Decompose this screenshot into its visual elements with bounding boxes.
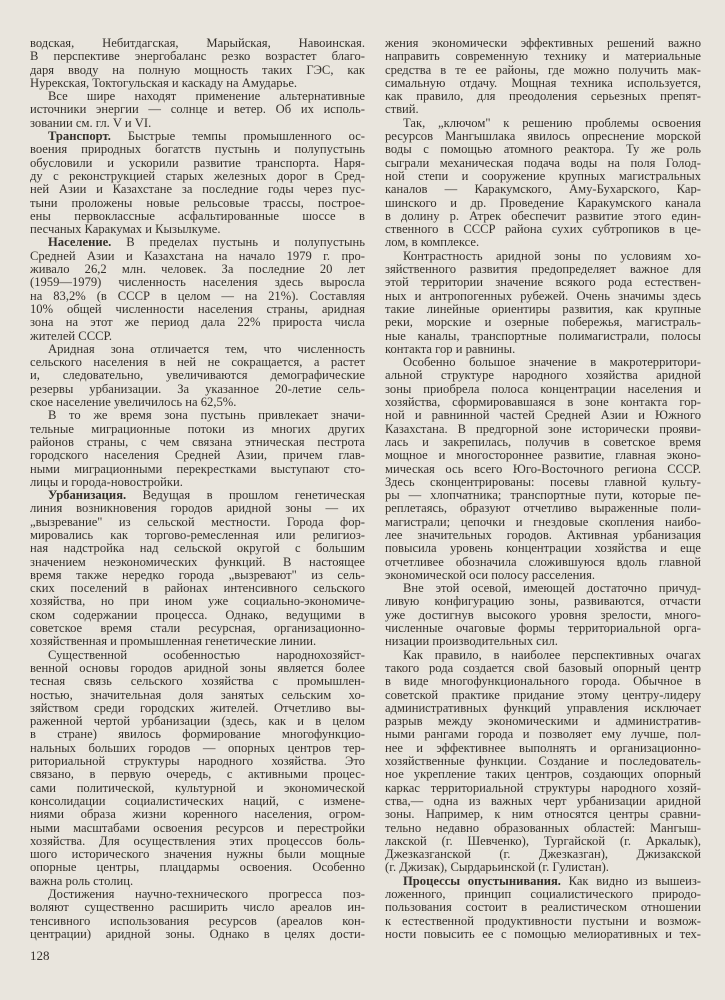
text-line: контакта гор и равнины. — [385, 342, 516, 356]
text-line: и, следовательно, увеличиваются демографические — [30, 369, 365, 383]
text-line: ной степи и сооружение крупных магистральных — [385, 169, 701, 183]
paragraph — [385, 117, 701, 250]
text-line: песчаных Каракумах и Кызылкуме. — [30, 223, 221, 237]
text-line: сыграли механическая подача воды на поля Голод- — [385, 156, 701, 170]
text-line: венной основы городов аридной зоны является более — [30, 661, 365, 675]
paragraph — [385, 582, 701, 648]
section-heading: Урбанизация. — [48, 489, 127, 503]
text-line: опорные центры, плацдармы освоения. Особенно — [30, 861, 365, 875]
text-line: нальных больших городов — опорных центров тер- — [30, 741, 365, 755]
text-line: магистрали; цепочки и гнездовые скопления наибо- — [385, 515, 701, 529]
text-line: как правило, для преодоления серьезных препят- — [385, 90, 701, 104]
text-line: средства в те ее районы, где можно получить мак- — [385, 63, 701, 77]
text-line: ском содержании процесса. Однако, ведущими в — [30, 608, 365, 622]
text-line: значением неэкономических функций. В настоящее — [30, 555, 365, 569]
text-line: хозяйства. Для осуществления этих процессов боль- — [30, 834, 365, 848]
text-line: такого рода создается свой базовый опорный центр — [385, 661, 701, 675]
paragraph — [385, 875, 701, 941]
paragraph — [30, 649, 365, 888]
text-line: советское время стали ресурсная, организационно- — [30, 622, 365, 636]
paragraph — [30, 888, 365, 941]
paragraph — [30, 489, 365, 649]
paragraph — [30, 90, 365, 130]
text-line: хозяйственная и промышленная генетические линии. — [30, 635, 317, 649]
text-line: каналов — Каракумского, Аму-Бухарского, Кар- — [385, 183, 701, 197]
text-line: ственного в СССР района сухих субтропиков в це- — [385, 223, 701, 237]
text-line: зовании см. гл. V и VI. — [30, 116, 152, 130]
text-line: Контрастность аридной зоны по условиям хо- — [403, 249, 701, 263]
text-line: центрации) аридной зоны. Однако в целях дости- — [30, 927, 365, 941]
text-line: обусловили и ускорили развитие транспорта. Наря- — [30, 156, 365, 170]
text-line: риториальной структуры народного хозяйства. Это — [30, 755, 365, 769]
text-run: Как видно из вышеиз- — [560, 874, 701, 888]
paragraph — [385, 250, 701, 356]
text-line: городского населения Средней Азии, причем глав- — [30, 449, 365, 463]
text-line: мическая ось всего Юго-Восточного региона СССР. — [385, 462, 701, 476]
text-line: консолидации социалистических наций, с измене- — [30, 794, 365, 808]
text-line: ностью, значительная доля занятых сельским хо- — [30, 688, 365, 702]
text-line: ными масштабами освоения ресурсов и перестройки — [30, 821, 365, 835]
section-heading: Процессы опустынивания. — [403, 874, 561, 888]
section-heading: Население. — [48, 236, 112, 250]
text-line: в стране) явилось формирование многофункцио- — [30, 728, 365, 742]
text-line: шого исторического значения нужны были мощные — [30, 848, 365, 862]
text-line: зоны приобрела полоса концентрации населения и — [385, 382, 701, 396]
text-line: ливую конфигурацию зоны, развиваются, отчасти — [385, 595, 701, 609]
text-line — [30, 489, 365, 502]
text-line — [30, 236, 365, 249]
text-line: ресурсов Мангышлака явилось опреснение морской — [385, 130, 701, 144]
text-line: ной и равнинной частей Средней Азии и Южного — [385, 409, 701, 423]
text-line: ными рангами города и позволяет ему лучше, пол- — [385, 728, 701, 742]
text-line: В перспективе энергобаланс резко возрастет благо- — [30, 50, 365, 64]
text-line: хозяйства, сформировавшаяся в зоне контакта гор- — [385, 396, 701, 410]
text-line: воды с помощью атомного реактора. Ту же роль — [385, 143, 701, 157]
page-number: 128 — [30, 948, 50, 963]
text-line: „вызревание" из сельской местности. Города фор- — [30, 515, 365, 529]
text-line: зяйством среди городских жителей. Отчетливо вы- — [30, 701, 365, 715]
text-line: ены первоклассные асфальтированные шоссе в — [30, 209, 365, 223]
left-column — [30, 37, 365, 941]
text-line: разрыв между экономическими и административ- — [385, 715, 701, 729]
text-line: Казахстана. В предгорной зоне исторически прояви- — [385, 422, 701, 436]
text-line: зяйственного развития предопределяет важное для — [385, 263, 701, 277]
text-line: тельно недавно образованных областей: Мангыш- — [385, 821, 701, 835]
text-line: жения экономически эффективных решений важно — [385, 37, 701, 50]
text-line: (1959—1979) численность населения здесь выросла — [30, 276, 365, 290]
paragraph — [30, 130, 365, 236]
text-line: линия возникновения городов аридной зоны — их — [30, 502, 365, 516]
text-line: Существенной особенностью народнохозяйст- — [48, 648, 365, 662]
text-line: тесная связь сельского хозяйства с промышлен- — [30, 675, 365, 689]
text-line: ских поселений в районах интенсивного сельского — [30, 582, 365, 596]
text-line: ные каналы, транспортные полимагистрали, полосы — [385, 329, 701, 343]
text-line: в виде многофункционального города. Обычное в — [385, 675, 701, 689]
text-line: Вне этой осевой, имеющей достаточно причуд- — [403, 582, 701, 596]
paragraph — [30, 236, 365, 342]
text-line: каркас территориальной структуры народного хозяй- — [385, 781, 701, 795]
text-line: этой территории значение всякого рода естествен- — [385, 276, 701, 290]
text-line: сельского населения в ней не сокращается, а растет — [30, 356, 365, 370]
text-line: тенсивного использования ресурсов (ареалов кон- — [30, 914, 365, 928]
text-line: ности повысить ее с помощью мелиоративных и тех- — [385, 927, 701, 941]
text-line: районов страны, с чем связана этническая пестрота — [30, 435, 365, 449]
text-line: ствий. — [385, 103, 419, 117]
text-line: ная надстройка над сельской округой с большим — [30, 542, 365, 556]
text-line: ниями образа жизни коренного населения, огром- — [30, 808, 365, 822]
text-line: Все шире находят применение альтернативные — [48, 90, 365, 104]
text-line: живало 26,2 млн. человек. За последние 20 лет — [30, 263, 365, 277]
text-line: реки, морские и озерные побережья, магистраль- — [385, 316, 701, 330]
text-line: жителей СССР. — [30, 329, 113, 343]
text-line: Как правило, в наиболее перспективных очагах — [403, 648, 701, 662]
text-line: важна роль столиц. — [30, 874, 134, 888]
text-line: такие линейные ориентиры развития, как крупные — [385, 302, 701, 316]
text-line: повысила уровень концентрации хозяйства и еще — [385, 542, 701, 556]
section-heading: Транспорт. — [48, 130, 111, 144]
text-line: Особенно большое значение в макротерритори- — [403, 356, 701, 370]
text-line: Достижения научно-технического прогресса поз- — [48, 888, 365, 901]
text-line: раженной чертой урбанизации (здесь, как и в целом — [30, 715, 365, 729]
text-line: 10% общей численности населения страны, аридная — [30, 302, 365, 316]
paragraph — [385, 356, 701, 582]
text-line: ложенного, принцип социалистического природо- — [385, 888, 701, 901]
text-line — [385, 875, 701, 888]
text-line: Здесь сконцентрированы: посевы главной культу- — [385, 475, 701, 489]
text-line: тыни проложены новые рельсовые трассы, построе- — [30, 196, 365, 210]
text-line: низации производительных сил. — [385, 635, 558, 649]
text-line: административных функций управления исключает — [385, 701, 701, 715]
text-line: В то же время зона пустынь привлекает значи- — [48, 409, 365, 423]
paragraph — [385, 649, 701, 875]
text-line: (г. Джизак), Сырдарьинской (г. Гулистан). — [385, 861, 609, 875]
text-line: численные очаговые формы территориальной орга- — [385, 622, 701, 636]
text-line: Так, „ключом" к решению проблемы освоения — [403, 116, 701, 130]
text-line: в долину р. Атрек обеспечит развитие этого един- — [385, 209, 701, 223]
text-line: лее значительных городов. Активная урбанизация — [385, 528, 701, 542]
text-line: советской практике придание этому центру-лидеру — [385, 688, 701, 702]
text-line: ными миграционными перекрестками выступают сто- — [30, 462, 365, 476]
text-line: хозяйства, но при ином уже социально-экономиче- — [30, 595, 365, 609]
text-line: ства,— одна из важных черт урбанизации аридной — [385, 794, 701, 808]
text-line: воляют существенно расширить число ареалов ин- — [30, 901, 365, 915]
text-line: к естественной продуктивности пустыни и возмож- — [385, 914, 701, 928]
text-line: хозяйственные функции. Создание и последователь- — [385, 755, 701, 769]
text-line: зона на этот же период дала 22% прироста числа — [30, 316, 365, 330]
text-line: мировались как торгово-ремесленная или религиоз- — [30, 528, 365, 542]
text-line: сами политической, культурной и экономической — [30, 781, 365, 795]
text-line: даря вводу на полную мощность таких ГЭС, как — [30, 63, 365, 77]
text-run: В пределах пустынь и полупустынь — [111, 236, 365, 250]
paragraph — [30, 343, 365, 409]
text-line: на 83,2% (в СССР в целом — на 21%). Составляя — [30, 289, 365, 303]
text-line: ное укрепление таких центров, создающих опорный — [385, 768, 701, 782]
text-line: лицы и города-новостройки. — [30, 475, 183, 489]
text-line: Нурекская, Токтогульская и каскаду на Амударье. — [30, 76, 298, 90]
text-line: зоны. Например, к ним относятся центры сравни- — [385, 808, 701, 822]
text-line: пользования состоит в реалистическом отношении — [385, 901, 701, 915]
text-line: резервы урбанизации. За указанное 20-летие сель- — [30, 382, 365, 396]
text-line: воения природных богатств пустынь и полупустынь — [30, 143, 365, 157]
text-line: уже достигнув высокого уровня зрелости, много- — [385, 608, 701, 622]
text-line: отчетливее обозначила сложившуюся вдоль главной — [385, 555, 701, 569]
text-line: направить современную технику и материальные — [385, 50, 701, 64]
text-line: источники энергии — солнце и ветер. Об их исполь- — [30, 103, 365, 117]
text-line: ры — хлопчатника; транспортные пути, которые пе- — [385, 489, 701, 503]
text-line: время также нередко города „вызревают" из сель- — [30, 568, 365, 582]
paragraph — [30, 409, 365, 489]
text-line: ней Азии и Казахстане за последние годы через пус- — [30, 183, 365, 197]
text-line: нее и эффективнее выполнять и организационно- — [385, 741, 701, 755]
text-line: тельные миграционные потоки из многих других — [30, 422, 365, 436]
paragraph — [385, 37, 701, 117]
text-line: симальную отдачу. Мощная техника используется, — [385, 76, 701, 90]
text-line: Аридная зона отличается тем, что численность — [48, 342, 365, 356]
paragraph — [30, 37, 365, 90]
text-line: лакской (г. Шевченко), Тургайской (г. Аркалык), — [385, 834, 701, 848]
text-line: лась и закрепилась, получив в советское время — [385, 435, 701, 449]
text-line: связано, в первую очередь, с активными процес- — [30, 768, 365, 782]
text-line: Джезказганской (г. Джезказган), Джизакской — [385, 848, 701, 862]
text-line: альной структуре народного хозяйства аридной — [385, 369, 701, 383]
text-line: экономической оси полосу расселения. — [385, 568, 596, 582]
right-column — [385, 37, 701, 941]
text-line: ское население увеличилось на 62,5%. — [30, 396, 237, 410]
text-line: лом, в комплексе. — [385, 236, 480, 250]
text-run: Быстрые темпы промышленного ос- — [110, 130, 365, 144]
text-line: ду с реконструкцией старых железных дорог в Сред- — [30, 169, 365, 183]
text-line: мощное и многостороннее развитие, главная эконо- — [385, 449, 701, 463]
text-line: ных и антропогенных рубежей. Очень значимы здесь — [385, 289, 701, 303]
text-line: Средней Азии и Казахстана на начало 1979 г. про- — [30, 249, 365, 263]
text-line — [30, 130, 365, 143]
text-line: водская, Небитдагская, Марыйская, Навоинская. — [30, 37, 365, 50]
text-run: Ведущая в прошлом генетическая — [126, 489, 365, 503]
text-line: шинского и др. Проведение Каракумского канала — [385, 196, 701, 210]
text-line: реплетаясь, образуют отчетливо выраженные поли- — [385, 502, 701, 516]
